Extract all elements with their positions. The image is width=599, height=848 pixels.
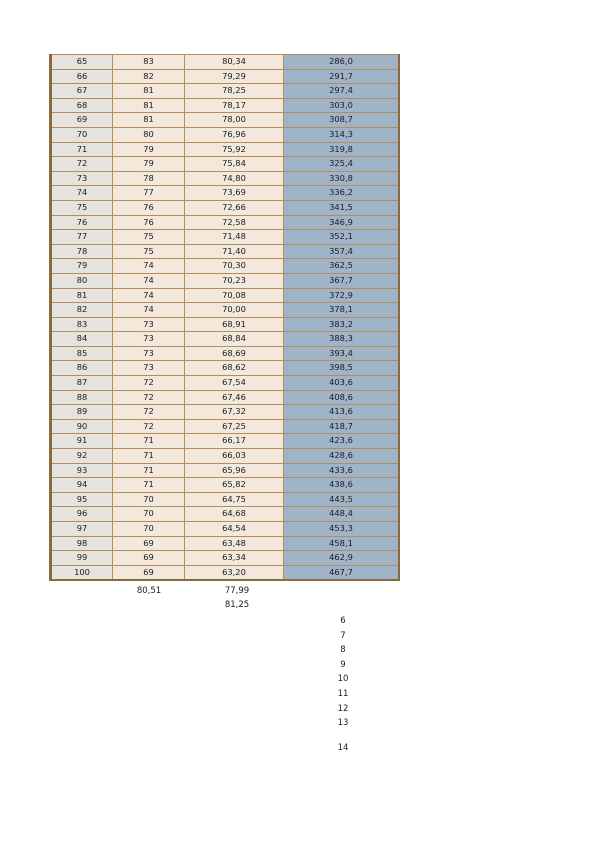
table-cell: 69 [113, 536, 185, 551]
table-cell: 98 [51, 536, 113, 551]
table-cell: 70 [51, 127, 113, 142]
table-cell: 90 [51, 419, 113, 434]
table-cell: 325,4 [284, 157, 400, 172]
table-cell: 67,25 [185, 419, 284, 434]
table-cell: 393,4 [284, 346, 400, 361]
table-cell: 291,7 [284, 69, 400, 84]
table-cell: 383,2 [284, 317, 400, 332]
table-cell: 72,66 [185, 200, 284, 215]
table-cell: 74 [113, 259, 185, 274]
table-row [51, 405, 400, 420]
table-row [51, 113, 400, 128]
table-cell: 69 [113, 565, 185, 580]
table-cell: 297,4 [284, 84, 400, 99]
table-cell: 93 [51, 463, 113, 478]
table-row [51, 551, 400, 566]
table-cell: 85 [51, 346, 113, 361]
table-cell: 403,6 [284, 376, 400, 391]
table-cell: 67,46 [185, 390, 284, 405]
table-cell: 428,6 [284, 449, 400, 464]
table-row [51, 230, 400, 245]
table-cell: 71 [113, 463, 185, 478]
table-cell: 80,34 [185, 55, 284, 70]
table-cell: 69 [113, 551, 185, 566]
table-cell: 75,84 [185, 157, 284, 172]
table-row [51, 142, 400, 157]
table-row [51, 361, 400, 376]
table-row [51, 127, 400, 142]
table-cell: 63,20 [185, 565, 284, 580]
table-row [51, 303, 400, 318]
summary-avg-col2: 80,51 [136, 586, 162, 596]
table-cell: 96 [51, 507, 113, 522]
summary-avg-col3: 77,99 [224, 586, 250, 596]
table-cell: 91 [51, 434, 113, 449]
table-cell: 74 [51, 186, 113, 201]
table-cell: 73 [113, 332, 185, 347]
table-cell: 65 [51, 55, 113, 70]
table-cell: 71,40 [185, 244, 284, 259]
table-cell: 73 [51, 171, 113, 186]
table-cell: 71 [51, 142, 113, 157]
row-number: 7 [340, 630, 346, 641]
table-cell: 99 [51, 551, 113, 566]
table-cell: 88 [51, 390, 113, 405]
table-row [51, 507, 400, 522]
table-cell: 89 [51, 405, 113, 420]
table-row [51, 376, 400, 391]
table-cell: 71,48 [185, 230, 284, 245]
table-cell: 64,75 [185, 492, 284, 507]
table-cell: 70 [113, 522, 185, 537]
table-cell: 63,34 [185, 551, 284, 566]
table-cell: 79 [51, 259, 113, 274]
table-cell: 68,69 [185, 346, 284, 361]
row-number: 9 [340, 659, 346, 670]
table-row [51, 346, 400, 361]
table-cell: 83 [51, 317, 113, 332]
table-cell: 75 [51, 200, 113, 215]
table-cell: 78 [113, 171, 185, 186]
table-cell: 74,80 [185, 171, 284, 186]
table-cell: 72 [113, 405, 185, 420]
table-cell: 433,6 [284, 463, 400, 478]
table-cell: 79 [113, 142, 185, 157]
table-cell: 72 [113, 376, 185, 391]
row-number: 12 [337, 703, 349, 714]
table-cell: 443,5 [284, 492, 400, 507]
table-cell: 286,0 [284, 55, 400, 70]
row-number: 6 [340, 616, 346, 626]
table-cell: 76,96 [185, 127, 284, 142]
table-row [51, 200, 400, 215]
table-row [51, 332, 400, 347]
table-cell: 82 [51, 303, 113, 318]
table-row [51, 69, 400, 84]
row-number: 8 [340, 645, 346, 656]
table-cell: 308,7 [284, 113, 400, 128]
table-cell: 70,08 [185, 288, 284, 303]
table-cell: 80 [113, 127, 185, 142]
table-cell: 330,8 [284, 171, 400, 186]
table-cell: 78 [51, 244, 113, 259]
table-cell: 79,29 [185, 69, 284, 84]
table-cell: 70,30 [185, 259, 284, 274]
table-cell: 77 [113, 186, 185, 201]
table-cell: 78,25 [185, 84, 284, 99]
table-cell: 68 [51, 98, 113, 113]
table-row [51, 565, 400, 580]
table-cell: 74 [113, 288, 185, 303]
table-cell: 341,5 [284, 200, 400, 215]
summary-value-col3: 81,25 [224, 600, 250, 610]
table-row [51, 186, 400, 201]
table-cell: 70,23 [185, 273, 284, 288]
table-cell: 378,1 [284, 303, 400, 318]
table-cell: 68,91 [185, 317, 284, 332]
table-cell: 81 [113, 84, 185, 99]
table-cell: 82 [113, 69, 185, 84]
table-cell: 83 [113, 55, 185, 70]
table-row [51, 463, 400, 478]
table-cell: 68,84 [185, 332, 284, 347]
table-row [51, 492, 400, 507]
table-cell: 74 [113, 273, 185, 288]
table-row [51, 244, 400, 259]
table-cell: 467,7 [284, 565, 400, 580]
table-cell: 78,00 [185, 113, 284, 128]
table-cell: 100 [51, 565, 113, 580]
table-row [51, 273, 400, 288]
table-cell: 70 [113, 507, 185, 522]
table-cell: 71 [113, 434, 185, 449]
table-cell: 78,17 [185, 98, 284, 113]
table-row [51, 522, 400, 537]
table-cell: 372,9 [284, 288, 400, 303]
table-cell: 95 [51, 492, 113, 507]
row-number-list [332, 614, 354, 755]
table-cell: 75,92 [185, 142, 284, 157]
table-cell: 94 [51, 478, 113, 493]
table-cell: 64,68 [185, 507, 284, 522]
table-cell: 74 [113, 303, 185, 318]
table-cell: 458,1 [284, 536, 400, 551]
table-row [51, 157, 400, 172]
table-cell: 362,5 [284, 259, 400, 274]
table-cell: 367,7 [284, 273, 400, 288]
table-cell: 86 [51, 361, 113, 376]
table-cell: 65,96 [185, 463, 284, 478]
row-number: 11 [337, 688, 349, 699]
table-cell: 418,7 [284, 419, 400, 434]
table-cell: 73 [113, 346, 185, 361]
table-cell: 303,0 [284, 98, 400, 113]
table-cell: 68,62 [185, 361, 284, 376]
table-cell: 67 [51, 84, 113, 99]
table-cell: 336,2 [284, 186, 400, 201]
table-cell: 81 [113, 113, 185, 128]
table-row [51, 478, 400, 493]
data-table [49, 54, 400, 581]
table-cell: 64,54 [185, 522, 284, 537]
table-cell: 72 [113, 419, 185, 434]
table-cell: 63,48 [185, 536, 284, 551]
table-row [51, 449, 400, 464]
table-cell: 448,4 [284, 507, 400, 522]
table-cell: 72,58 [185, 215, 284, 230]
table-cell: 67,32 [185, 405, 284, 420]
table-cell: 70 [113, 492, 185, 507]
table-cell: 69 [51, 113, 113, 128]
table-cell: 73,69 [185, 186, 284, 201]
row-number: 13 [337, 718, 349, 729]
table-cell: 67,54 [185, 376, 284, 391]
table-cell: 352,1 [284, 230, 400, 245]
table-cell: 438,6 [284, 478, 400, 493]
row-number: 10 [337, 674, 349, 685]
table-cell: 72 [113, 390, 185, 405]
table-cell: 77 [51, 230, 113, 245]
table-row [51, 98, 400, 113]
table-cell: 75 [113, 230, 185, 245]
table-cell: 66 [51, 69, 113, 84]
table-cell: 398,5 [284, 361, 400, 376]
table-cell: 346,9 [284, 215, 400, 230]
table-cell: 80 [51, 273, 113, 288]
table-cell: 76 [113, 200, 185, 215]
table-row [51, 317, 400, 332]
row-number: 14 [337, 742, 349, 753]
table-cell: 319,8 [284, 142, 400, 157]
table-cell: 462,9 [284, 551, 400, 566]
table-row [51, 536, 400, 551]
table-row [51, 84, 400, 99]
table-row [51, 171, 400, 186]
table-cell: 72 [51, 157, 113, 172]
table-cell: 92 [51, 449, 113, 464]
table-cell: 79 [113, 157, 185, 172]
table-cell: 66,17 [185, 434, 284, 449]
table-row [51, 288, 400, 303]
table-row [51, 419, 400, 434]
table-cell: 314,3 [284, 127, 400, 142]
table-cell: 65,82 [185, 478, 284, 493]
table-row [51, 259, 400, 274]
table-cell: 97 [51, 522, 113, 537]
table-cell: 76 [113, 215, 185, 230]
table-cell: 71 [113, 478, 185, 493]
table-row [51, 390, 400, 405]
table-cell: 84 [51, 332, 113, 347]
table-cell: 70,00 [185, 303, 284, 318]
table-cell: 66,03 [185, 449, 284, 464]
table-cell: 73 [113, 361, 185, 376]
table-row [51, 55, 400, 70]
table-cell: 73 [113, 317, 185, 332]
table-cell: 81 [113, 98, 185, 113]
table-cell: 75 [113, 244, 185, 259]
table-cell: 357,4 [284, 244, 400, 259]
table-row [51, 434, 400, 449]
table-cell: 413,6 [284, 405, 400, 420]
table-cell: 388,3 [284, 332, 400, 347]
table-cell: 81 [51, 288, 113, 303]
table-cell: 71 [113, 449, 185, 464]
table-cell: 87 [51, 376, 113, 391]
table-cell: 408,6 [284, 390, 400, 405]
table-cell: 76 [51, 215, 113, 230]
table-cell: 453,3 [284, 522, 400, 537]
table-cell: 423,6 [284, 434, 400, 449]
table-row [51, 215, 400, 230]
